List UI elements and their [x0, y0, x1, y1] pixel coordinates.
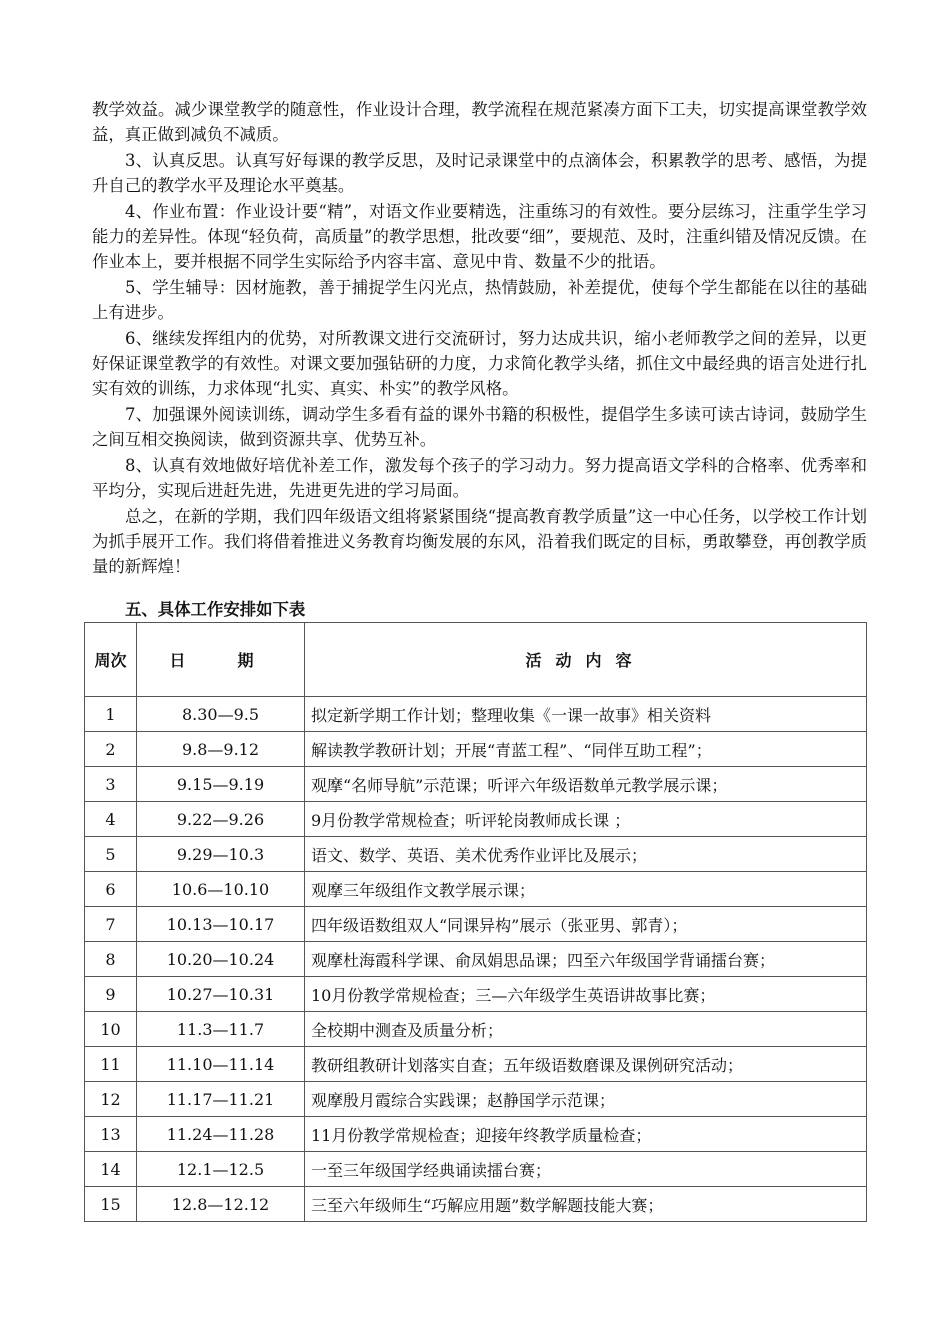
cell-date: 12.1—12.5: [137, 1152, 305, 1187]
cell-date: 10.27—10.31: [137, 977, 305, 1012]
paragraph: 5、学生辅导：因材施教，善于捕捉学生闪光点，热情鼓励，补差提优，使每个学生都能在以往的基础上有进步。: [92, 277, 867, 323]
cell-date: 8.30—9.5: [137, 697, 305, 732]
table-row: [85, 697, 867, 732]
body-text: [92, 97, 867, 580]
cell-week: 12: [85, 1082, 137, 1117]
cell-date: 11.3—11.7: [137, 1012, 305, 1047]
cell-week: 14: [85, 1152, 137, 1187]
table-row: [85, 872, 867, 907]
paragraph: 4、作业布置：作业设计要“精”，对语文作业要精选，注重练习的有效性。要分层练习，注重学生学习能力的差异性。体现“轻负荷，高质量”的教学思想，批改要“细”，要规范、及时，注重纠错及情况反馈。在作业本上，要并根据不同学生实际给予内容丰富、意见中肯、数量不少的批语。: [92, 201, 867, 272]
table-row: [85, 1117, 867, 1152]
cell-date: 12.8—12.12: [137, 1187, 305, 1222]
cell-activity: 观摩殷月霞综合实践课；赵静国学示范课；: [305, 1082, 867, 1117]
cell-date: 10.13—10.17: [137, 907, 305, 942]
paragraph: 7、加强课外阅读训练，调动学生多看有益的课外书籍的积极性，提倡学生多读可读古诗词，鼓励学生之间互相交换阅读，做到资源共享、优势互补。: [92, 404, 867, 450]
cell-activity: 全校期中测查及质量分析；: [305, 1012, 867, 1047]
cell-date: 11.10—11.14: [137, 1047, 305, 1082]
paragraph: 教学效益。减少课堂教学的随意性，作业设计合理，教学流程在规范紧凑方面下工夫，切实提高课堂教学效益，真正做到减负不减质。: [92, 100, 867, 145]
cell-date: 9.8—9.12: [137, 732, 305, 767]
cell-date: 11.17—11.21: [137, 1082, 305, 1117]
table-row: [85, 1012, 867, 1047]
table-row: [85, 1187, 867, 1222]
table-row: [85, 1082, 867, 1117]
table-header-row: [85, 623, 867, 697]
cell-activity: 观摩三年级组作文教学展示课；: [305, 872, 867, 907]
table-row: [85, 802, 867, 837]
paragraph: 8、认真有效地做好培优补差工作，激发每个孩子的学习动力。努力提高语文学科的合格率、优秀率和平均分，实现后进赶先进，先进更先进的学习局面。: [92, 455, 867, 501]
cell-week: 7: [85, 907, 137, 942]
table-row: [85, 1152, 867, 1187]
cell-activity: 三至六年级师生“巧解应用题”数学解题技能大赛；: [305, 1187, 867, 1222]
cell-activity: 一至三年级国学经典诵读擂台赛；: [305, 1152, 867, 1187]
cell-week: 10: [85, 1012, 137, 1047]
cell-date: 9.29—10.3: [137, 837, 305, 872]
cell-week: 6: [85, 872, 137, 907]
header-activity: 活动内容: [305, 623, 867, 697]
cell-activity: 10月份教学常规检查；三—六年级学生英语讲故事比赛；: [305, 977, 867, 1012]
schedule-table: [84, 622, 867, 1222]
cell-week: 5: [85, 837, 137, 872]
cell-activity: 观摩杜海霞科学课、俞凤娟思品课；四至六年级国学背诵擂台赛；: [305, 942, 867, 977]
cell-activity: 语文、数学、英语、美术优秀作业评比及展示；: [305, 837, 867, 872]
cell-week: 4: [85, 802, 137, 837]
cell-date: 10.6—10.10: [137, 872, 305, 907]
table-row: [85, 767, 867, 802]
cell-week: 13: [85, 1117, 137, 1152]
section-heading: 五、具体工作安排如下表: [125, 600, 306, 619]
paragraph: 6、继续发挥组内的优势，对所教课文进行交流研讨，努力达成共识，缩小老师教学之间的差异，以更好保证课堂教学的有效性。对课文要加强钻研的力度，力求简化教学头绪，抓住文中最经典的语言处进行扎实有效的训练，力求体现“扎实、真实、朴实”的教学风格。: [92, 328, 867, 399]
cell-date: 10.20—10.24: [137, 942, 305, 977]
cell-date: 9.15—9.19: [137, 767, 305, 802]
table-row: [85, 942, 867, 977]
table-row: [85, 977, 867, 1012]
table-row: [85, 732, 867, 767]
cell-activity: 拟定新学期工作计划；整理收集《一课一故事》相关资料: [305, 697, 867, 732]
cell-activity: 9月份教学常规检查；听评轮岗教师成长课 ；: [305, 802, 867, 837]
table-row: [85, 837, 867, 872]
cell-date: 9.22—9.26: [137, 802, 305, 837]
cell-activity: 观摩“名师导航”示范课；听评六年级语数单元教学展示课；: [305, 767, 867, 802]
cell-week: 1: [85, 697, 137, 732]
cell-week: 8: [85, 942, 137, 977]
cell-activity: 四年级语数组双人“同课异构”展示（张亚男、郭青）；: [305, 907, 867, 942]
cell-activity: 解读教学教研计划；开展“青蓝工程”、“同伴互助工程”；: [305, 732, 867, 767]
paragraph: 3、认真反思。认真写好每课的教学反思，及时记录课堂中的点滴体会，积累教学的思考、感悟，为提升自己的教学水平及理论水平奠基。: [92, 150, 867, 196]
header-week: 周次: [85, 623, 137, 697]
table-row: [85, 907, 867, 942]
cell-week: 9: [85, 977, 137, 1012]
header-date: 日 期: [137, 623, 305, 697]
cell-week: 3: [85, 767, 137, 802]
cell-week: 11: [85, 1047, 137, 1082]
cell-week: 2: [85, 732, 137, 767]
cell-week: 15: [85, 1187, 137, 1222]
cell-activity: 11月份教学常规检查；迎接年终教学质量检查；: [305, 1117, 867, 1152]
paragraph: 总之，在新的学期，我们四年级语文组将紧紧围绕“提高教育教学质量”这一中心任务，以学校工作计划为抓手展开工作。我们将借着推进义务教育均衡发展的东风，沿着我们既定的目标，勇敢攀登，再创教学质量的新辉煌！: [92, 506, 867, 577]
cell-activity: 教研组教研计划落实自查；五年级语数磨课及课例研究活动；: [305, 1047, 867, 1082]
table-row: [85, 1047, 867, 1082]
cell-date: 11.24—11.28: [137, 1117, 305, 1152]
